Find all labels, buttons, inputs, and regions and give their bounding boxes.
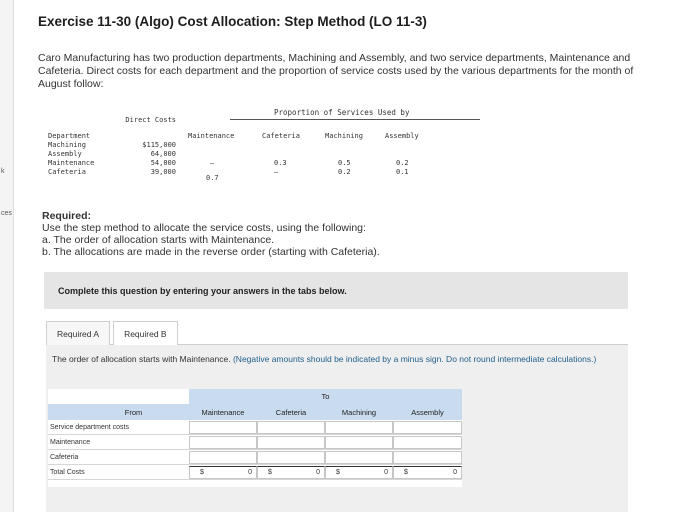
table-row (48, 451, 462, 465)
col-header-cafeteria (257, 404, 325, 420)
currency-sign: $ (200, 469, 204, 476)
table-row (48, 421, 462, 435)
maint-to-assembly: 0.2 (396, 159, 409, 167)
input-maint-machining[interactable] (325, 436, 393, 449)
maintenance-col-header: Maintenance (188, 132, 235, 140)
dept-assembly: Assembly (48, 150, 82, 158)
tab-required-a[interactable]: Required A (46, 321, 110, 345)
required-section (42, 210, 380, 258)
caf-to-machining: 0.2 (338, 168, 351, 176)
to-label: To (321, 392, 330, 401)
currency-sign: $ (404, 469, 408, 476)
maint-to-cafeteria: 0.3 (274, 159, 287, 167)
allocation-table (48, 389, 462, 487)
to-header (189, 389, 462, 404)
maint-to-maint: — (210, 159, 215, 167)
input-maint-cafeteria[interactable] (257, 436, 325, 449)
caf-to-maint: 0.7 (206, 174, 219, 182)
cost-machining: $115,000 (142, 141, 176, 149)
assembly-col-header: Assembly (385, 132, 419, 140)
total-assembly (393, 466, 462, 479)
dept-maintenance: Maintenance (48, 159, 95, 167)
col-assembly-label: Assembly (411, 407, 444, 417)
cost-maintenance: 54,000 (150, 159, 176, 167)
row-label-total: Total Costs (50, 469, 85, 476)
proportion-header: Proportion of Services Used by (274, 108, 410, 117)
total-cafeteria (257, 466, 325, 479)
input-caf-assembly[interactable] (393, 451, 462, 464)
required-line-1: Use the step method to allocate the service costs, using the following: (42, 222, 366, 234)
caf-to-cafeteria: — (274, 168, 279, 176)
instruction-text: Complete this question by entering your answers in the tabs below. (58, 286, 347, 296)
dept-machining: Machining (48, 141, 86, 149)
row-label-cafeteria: Cafeteria (50, 454, 79, 461)
table-row-total (48, 466, 462, 480)
cost-assembly: 64,000 (150, 150, 176, 158)
required-heading: Required: (42, 210, 92, 222)
sidebar-mark-ces: ces (1, 210, 12, 217)
total-cafeteria-value: 0 (316, 469, 320, 476)
input-service-assembly[interactable] (393, 421, 462, 434)
input-service-maintenance[interactable] (189, 421, 257, 434)
required-line-2: a. The order of allocation starts with Maintenance. (42, 234, 275, 246)
from-header (48, 404, 189, 420)
input-service-machining[interactable] (325, 421, 393, 434)
total-maintenance-value: 0 (248, 469, 252, 476)
department-header: Department (48, 132, 91, 140)
dept-cafeteria: Cafeteria (48, 168, 86, 176)
problem-data-table (48, 106, 438, 190)
proportion-header-rule (230, 119, 480, 120)
page-title: Exercise 11-30 (Algo) Cost Allocation: Step Method (LO 11-3) (38, 14, 427, 29)
col-header-maintenance (189, 404, 257, 420)
table-row (48, 436, 462, 450)
answer-instructions (52, 354, 612, 364)
maint-to-machining: 0.5 (338, 159, 351, 167)
caf-to-assembly: 0.1 (396, 168, 409, 176)
input-maint-maintenance[interactable] (189, 436, 257, 449)
row-label-maintenance: Maintenance (50, 439, 91, 446)
input-caf-maintenance[interactable] (189, 451, 257, 464)
total-assembly-value: 0 (453, 469, 457, 476)
from-label: From (124, 407, 143, 417)
col-cafeteria-label: Cafeteria (275, 407, 307, 417)
col-header-assembly (393, 404, 462, 420)
input-service-cafeteria[interactable] (257, 421, 325, 434)
total-maintenance (189, 466, 257, 479)
left-rail (0, 0, 14, 512)
total-machining (325, 466, 393, 479)
intro-text: Caro Manufacturing has two production departments, Machining and Assembly, and two service departments, Maintenance and Cafeteria. Direct costs for each department and the proportion of service costs used by the various departments for the month of August follow: (38, 52, 634, 90)
total-machining-value: 0 (384, 469, 388, 476)
col-machining-label: Machining (341, 407, 377, 417)
answer-note-main: The order of allocation starts with Maintenance. (52, 354, 231, 364)
tab-bar (46, 321, 628, 345)
input-maint-assembly[interactable] (393, 436, 462, 449)
input-caf-cafeteria[interactable] (257, 451, 325, 464)
sidebar-mark-k: k (1, 168, 5, 175)
direct-costs-header: Direct Costs (125, 116, 176, 124)
tab-required-b[interactable]: Required B (113, 321, 178, 345)
answer-note-negative: (Negative amounts should be indicated by a minus sign. Do not round intermediate calculations.) (232, 354, 597, 364)
required-line-3: b. The allocations are made in the reverse order (starting with Cafeteria). (42, 246, 380, 258)
col-header-machining (325, 404, 393, 420)
col-maintenance-label: Maintenance (201, 407, 245, 417)
row-label-service-costs: Service department costs (50, 424, 129, 431)
input-caf-machining[interactable] (325, 451, 393, 464)
instruction-banner (44, 272, 628, 309)
cafeteria-col-header: Cafeteria (262, 132, 300, 140)
currency-sign: $ (268, 469, 272, 476)
currency-sign: $ (336, 469, 340, 476)
machining-col-header: Machining (325, 132, 363, 140)
cost-cafeteria: 39,000 (150, 168, 176, 176)
